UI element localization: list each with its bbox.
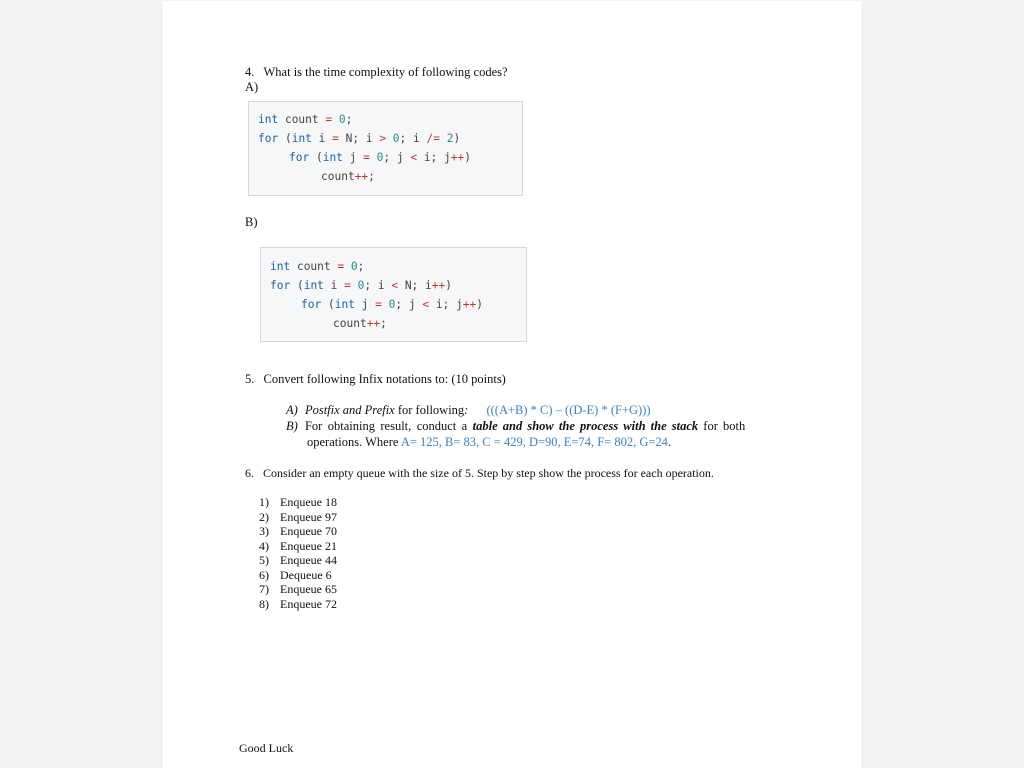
q5-b-period: . xyxy=(667,435,672,449)
code-b-line-1: int count = 0; xyxy=(270,260,365,273)
q4-part-b-label: B) xyxy=(245,215,258,229)
list-item: 3) Enqueue 70 xyxy=(259,524,337,538)
code-a-line-2: for (int i = N; i > 0; i /= 2) xyxy=(258,132,461,145)
q6-text: Consider an empty queue with the size of 5. Step by step show the process for each operation. xyxy=(263,466,714,480)
q5-b-values: A= 125, B= 83, C = 429, D=90, E=74, F= 802, G=24 xyxy=(400,435,668,449)
q5-header xyxy=(245,372,506,387)
q5-part-b-line1 xyxy=(286,419,745,434)
code-block-b xyxy=(260,247,527,342)
list-item: 4) Enqueue 21 xyxy=(259,539,337,553)
code-block-a xyxy=(248,101,523,196)
code-b-line-3: for (int j = 0; j < i; j++) xyxy=(301,298,483,311)
list-item: 8) Enqueue 72 xyxy=(259,597,337,611)
q5-b-bold: table and show the process with the stack xyxy=(472,419,699,433)
q5-b-label: B) xyxy=(286,419,298,433)
footer-good-luck: Good Luck xyxy=(239,741,294,755)
q5-b-post: for both xyxy=(698,419,746,433)
list-item: 5) Enqueue 44 xyxy=(259,553,337,567)
code-a-line-4: count++; xyxy=(321,170,375,183)
code-a-line-3: for (int j = 0; j < i; j++) xyxy=(289,151,471,164)
document-page xyxy=(163,1,861,768)
list-item: 1) Enqueue 18 xyxy=(259,495,337,509)
list-item: 2) Enqueue 97 xyxy=(259,510,337,524)
q5-number: 5. xyxy=(245,372,255,386)
q5-b-line2-pre: operations. Where xyxy=(307,435,401,449)
q4-text: What is the time complexity of following codes? xyxy=(263,65,508,79)
code-a-line-1: int count = 0; xyxy=(258,113,353,126)
q5-b-pre: For obtaining result, conduct a xyxy=(304,419,473,433)
code-b-line-2: for (int i = 0; i < N; i++) xyxy=(270,279,452,292)
code-b-line-4: count++; xyxy=(333,317,387,330)
q5-a-italic: Postfix and Prefix xyxy=(304,403,395,417)
q6-number: 6. xyxy=(245,466,254,480)
q4-number: 4. xyxy=(245,65,255,79)
q5-a-rest: for following xyxy=(394,403,465,417)
q5-part-a xyxy=(286,403,651,418)
q5-text: Convert following Infix notations to: (10 points) xyxy=(263,372,506,386)
list-item: 7) Enqueue 65 xyxy=(259,582,337,596)
q5-a-expression: (((A+B) * C) – ((D-E) * (F+G))) xyxy=(486,403,651,417)
q4-header xyxy=(245,65,508,80)
q5-part-b-line2 xyxy=(307,435,671,450)
q4-part-a-label: A) xyxy=(245,80,259,94)
q5-a-label: A) xyxy=(286,403,298,417)
q5-a-colon: : xyxy=(464,403,469,417)
q6-header xyxy=(245,466,714,481)
list-item: 6) Dequeue 6 xyxy=(259,568,332,582)
